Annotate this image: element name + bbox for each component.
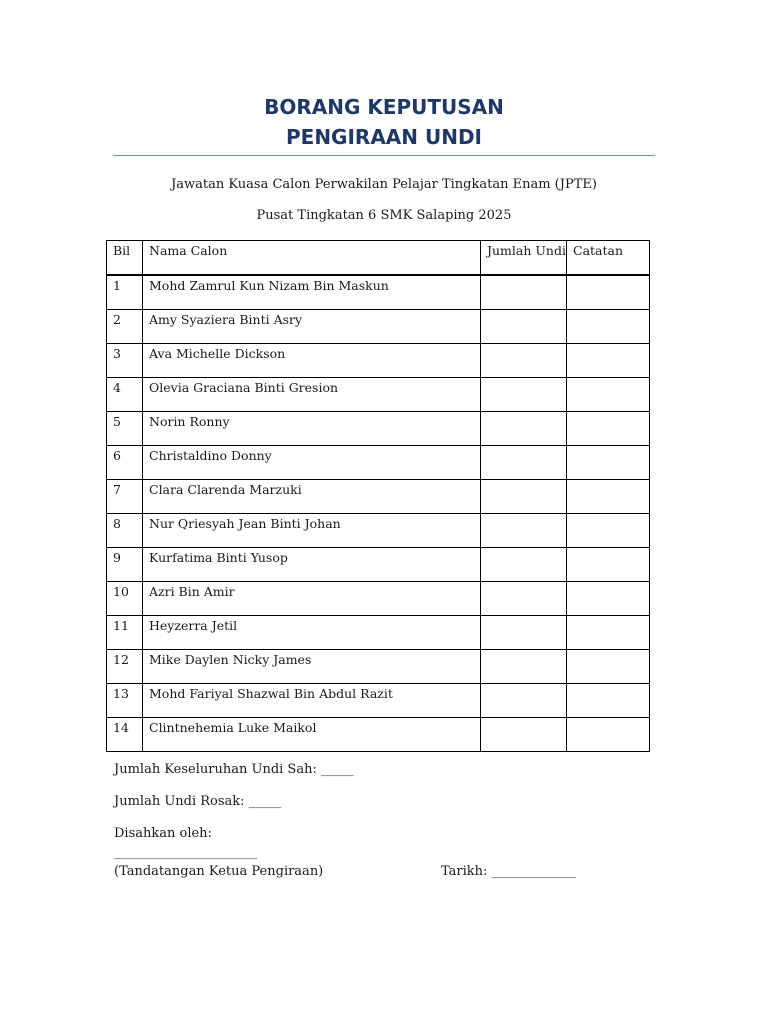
cell-jumlah-undi[interactable]: [481, 718, 567, 752]
cell-jumlah-undi[interactable]: [481, 650, 567, 684]
cell-nama-calon: Azri Bin Amir: [143, 582, 481, 616]
cell-catatan[interactable]: [567, 514, 650, 548]
table-row: [107, 480, 650, 514]
table-row: [107, 684, 650, 718]
cell-catatan[interactable]: [567, 684, 650, 718]
cell-catatan[interactable]: [567, 616, 650, 650]
cell-nama-calon: Olevia Graciana Binti Gresion: [143, 378, 481, 412]
cell-jumlah-undi[interactable]: [481, 275, 567, 310]
cell-jumlah-undi[interactable]: [481, 480, 567, 514]
spoiled-votes: Jumlah Undi Rosak: _____: [114, 794, 282, 809]
cell-nama-calon: Clara Clarenda Marzuki: [143, 480, 481, 514]
cell-catatan[interactable]: [567, 310, 650, 344]
table-row: [107, 412, 650, 446]
cell-nama-calon: Christaldino Donny: [143, 446, 481, 480]
cell-catatan[interactable]: [567, 718, 650, 752]
cell-nama-calon: Norin Ronny: [143, 412, 481, 446]
cell-bil: 2: [107, 310, 143, 344]
cell-nama-calon: Clintnehemia Luke Maikol: [143, 718, 481, 752]
form-title-line-2: PENGIRAAN UNDI: [286, 125, 482, 149]
cell-catatan[interactable]: [567, 275, 650, 310]
cell-nama-calon: Mike Daylen Nicky James: [143, 650, 481, 684]
table-row: [107, 344, 650, 378]
cell-bil: 11: [107, 616, 143, 650]
cell-catatan[interactable]: [567, 650, 650, 684]
signature-label: (Tandatangan Ketua Pengiraan): [114, 864, 324, 879]
cell-jumlah-undi[interactable]: [481, 310, 567, 344]
table-header-row: [107, 241, 650, 276]
table-row: [107, 446, 650, 480]
cell-jumlah-undi[interactable]: [481, 616, 567, 650]
cell-bil: 10: [107, 582, 143, 616]
title-divider: [113, 155, 655, 156]
cell-bil: 14: [107, 718, 143, 752]
cell-bil: 12: [107, 650, 143, 684]
cell-nama-calon: Amy Syaziera Binti Asry: [143, 310, 481, 344]
header-catatan: Catatan: [567, 241, 650, 276]
table-row: [107, 378, 650, 412]
cell-jumlah-undi[interactable]: [481, 684, 567, 718]
cell-jumlah-undi[interactable]: [481, 412, 567, 446]
cell-jumlah-undi[interactable]: [481, 378, 567, 412]
table-row: [107, 514, 650, 548]
cell-nama-calon: Nur Qriesyah Jean Binti Johan: [143, 514, 481, 548]
cell-bil: 5: [107, 412, 143, 446]
cell-catatan[interactable]: [567, 582, 650, 616]
cell-nama-calon: Ava Michelle Dickson: [143, 344, 481, 378]
header-jumlah-undi: Jumlah Undi: [481, 241, 567, 276]
total-valid-votes: Jumlah Keseluruhan Undi Sah: _____: [114, 762, 354, 777]
cell-bil: 4: [107, 378, 143, 412]
cell-jumlah-undi[interactable]: [481, 548, 567, 582]
table-row: [107, 718, 650, 752]
cell-catatan[interactable]: [567, 480, 650, 514]
cell-bil: 6: [107, 446, 143, 480]
cell-bil: 3: [107, 344, 143, 378]
cell-catatan[interactable]: [567, 446, 650, 480]
cell-nama-calon: Kurfatima Binti Yusop: [143, 548, 481, 582]
cell-bil: 13: [107, 684, 143, 718]
cell-catatan[interactable]: [567, 548, 650, 582]
header-bil: Bil: [107, 241, 143, 276]
signature-line: ______________________: [114, 845, 257, 860]
approved-by-label: Disahkan oleh:: [114, 826, 212, 841]
subtitle-committee: Jawatan Kuasa Calon Perwakilan Pelajar Tingkatan Enam (JPTE): [171, 177, 597, 192]
table-row: [107, 548, 650, 582]
vote-count-table: [106, 240, 650, 752]
date-field: Tarikh: _____________: [441, 864, 577, 879]
cell-jumlah-undi[interactable]: [481, 446, 567, 480]
subtitle-centre: Pusat Tingkatan 6 SMK Salaping 2025: [256, 208, 512, 223]
table-row: [107, 650, 650, 684]
cell-bil: 8: [107, 514, 143, 548]
cell-catatan[interactable]: [567, 412, 650, 446]
cell-nama-calon: Heyzerra Jetil: [143, 616, 481, 650]
cell-jumlah-undi[interactable]: [481, 344, 567, 378]
cell-bil: 9: [107, 548, 143, 582]
cell-catatan[interactable]: [567, 378, 650, 412]
cell-jumlah-undi[interactable]: [481, 582, 567, 616]
table-row: [107, 582, 650, 616]
cell-nama-calon: Mohd Zamrul Kun Nizam Bin Maskun: [143, 275, 481, 310]
cell-nama-calon: Mohd Fariyal Shazwal Bin Abdul Razit: [143, 684, 481, 718]
cell-bil: 1: [107, 275, 143, 310]
table-row: [107, 616, 650, 650]
form-title-line-1: BORANG KEPUTUSAN: [264, 95, 504, 119]
header-nama-calon: Nama Calon: [143, 241, 481, 276]
table-row: [107, 275, 650, 310]
cell-bil: 7: [107, 480, 143, 514]
table-row: [107, 310, 650, 344]
cell-jumlah-undi[interactable]: [481, 514, 567, 548]
cell-catatan[interactable]: [567, 344, 650, 378]
